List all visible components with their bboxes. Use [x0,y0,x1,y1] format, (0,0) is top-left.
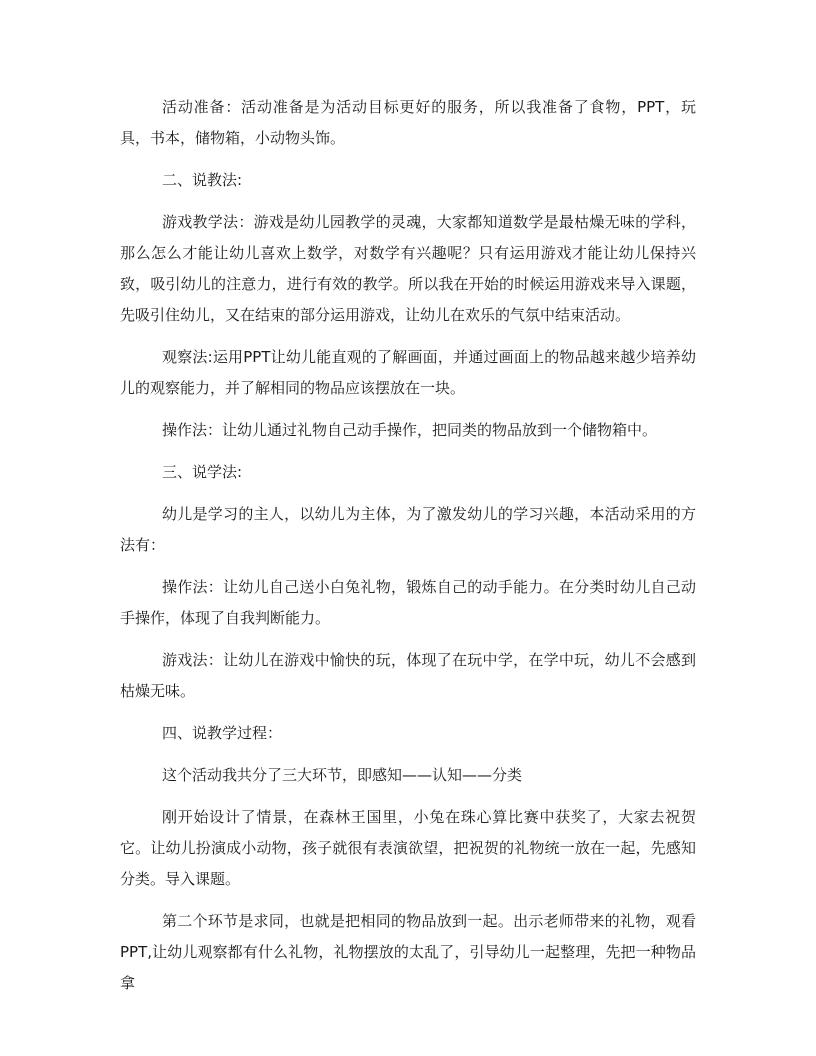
heading-teaching-process: 四、说教学过程： [162,724,283,742]
paragraph-activity-preparation: 活动准备：活动准备是为活动目标更好的服务，所以我准备了食物，PPT，玩具，书本，储物箱，小动物头饰。 [120,98,696,147]
heading-learning-methods: 三、说学法: [162,463,243,481]
paragraph-process-stage-one: 刚开始设计了情景，在森林王国里，小兔在珠心算比赛中获奖了，大家去祝贺它。让幼儿扮演成小动物，孩子就很有表演欲望，把祝贺的礼物统一放在一起，先感知分类。导入课题。 [120,808,696,888]
paragraph-operation-method: 操作法：让幼儿通过礼物自己动手操作，把同类的物品放到一个储物箱中。 [162,421,658,439]
paragraph-learning-intro: 幼儿是学习的主人，以幼儿为主体，为了激发幼儿的学习兴趣，本活动采用的方法有： [120,505,696,554]
paragraph-process-overview: 这个活动我共分了三大环节，即感知——认知——分类 [162,766,523,784]
paragraph-learning-game-method: 游戏法：让幼儿在游戏中愉快的玩，体现了在玩中学，在学中玩，幼儿不会感到枯燥无味。 [120,651,696,700]
paragraph-observation-method: 观察法:运用PPT让幼儿能直观的了解画面，并通过画面上的物品越来越少培养幼儿的观察能力，并了解相同的物品应该摆放在一块。 [120,348,696,397]
paragraph-process-stage-two: 第二个环节是求同，也就是把相同的物品放到一起。出示老师带来的礼物，观看PPT,让幼儿观察都有什么礼物，礼物摆放的太乱了，引导幼儿一起整理，先把一种物品拿 [120,912,696,992]
paragraph-game-teaching-method: 游戏教学法：游戏是幼儿园教学的灵魂，大家都知道数学是最枯燥无味的学科，那么怎么才能让幼儿喜欢上数学，对数学有兴趣呢？只有运用游戏才能让幼儿保持兴致，吸引幼儿的注意力，进行有效的教学。所以我在开始的时候运用游戏来导入课题，先吸引住幼儿，又在结束的部分运用游戏，让幼儿在欢乐的气氛中结束活动。 [120,213,696,324]
heading-teaching-methods: 二、说教法: [162,171,243,189]
paragraph-learning-operation-method: 操作法：让幼儿自己送小白兔礼物，锻炼自己的动手能力。在分类时幼儿自己动手操作，体现了自我判断能力。 [120,578,696,627]
